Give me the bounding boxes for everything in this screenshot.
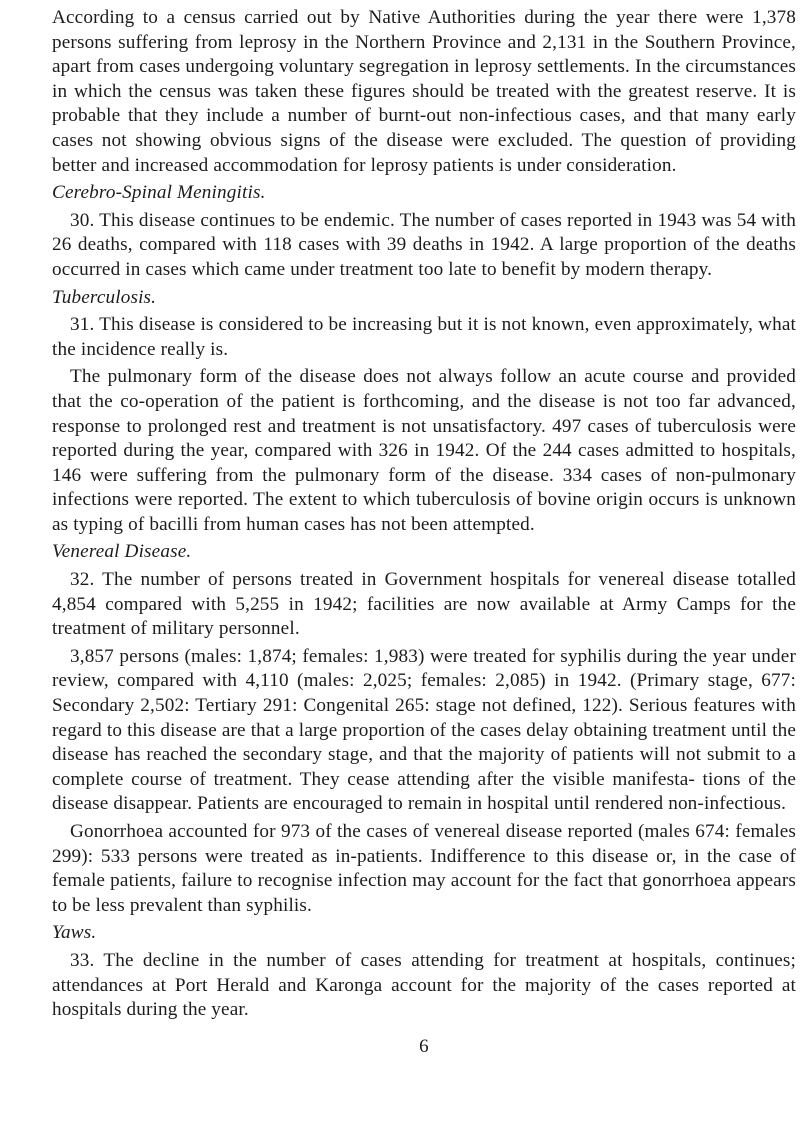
- paragraph-30: 30. This disease continues to be endemic. The number of cases reported in 1943 was 54 with 26 deaths, compared with 118 cases with 39 deaths in 1942. A large proportion of the deaths occurred in cases which came under treatment too late to benefit by modern therapy.: [52, 209, 796, 280]
- document-page: [52, 6, 796, 1057]
- leprosy-census-paragraph: According to a census carried out by Native Authorities during the year there were 1,378 persons suffering from leprosy in the Northern Province and 2,131 in the Southern Province, apart from cases undergoing voluntary segregation in leprosy settlements. In the circumstances in which the census was taken these figures should be treated with the greatest reserve. It is probable that they include a number of burnt-out non-infectious cases, and that many early cases not showing obvious signs of the disease were excluded. The question of providing better and increased accommodation for leprosy patients is under consideration.: [52, 7, 796, 176]
- section-heading-venereal-disease: Venereal Disease.: [52, 541, 192, 563]
- section-heading-yaws: Yaws.: [52, 922, 97, 944]
- paragraph-31: 31. This disease is considered to be increasing but it is not known, even approximately, what the incidence really is.: [52, 314, 796, 360]
- gonorrhoea-paragraph: Gonorrhoea accounted for 973 of the cases of venereal disease reported (males 674: females 299): 533 persons were treated as in-patients. Indifference to this disease or, in the case of female patients, failure to recognise infection may account for the fact that gonorrhoea appears to be less prevalent than syphilis.: [52, 821, 796, 916]
- paragraph-33: 33. The decline in the number of cases attending for treatment at hospitals, continues; attendances at Port Herald and Karonga account for the majority of the cases reported at hospitals during the year.: [52, 949, 796, 1021]
- section-heading-tuberculosis: Tuberculosis.: [52, 286, 157, 308]
- syphilis-paragraph: 3,857 persons (males: 1,874; females: 1,983) were treated for syphilis during the year under review, compared with 4,110 (males: 2,025; females: 2,085) in 1942. (Primary stage, 677: Secondary 2,502: Tertiary 291: Congenital 265: stage not defined, 122). Serious features with regard to this disease are that a large proportion of the cases delay obtaining treatment until the disease has reached the secondary stage, and that the majority of patients will not submit to a complete course of treatment. They cease attending after the visible manifesta- tions of the disease disappear. Patients are encouraged to remain in hospital until rendered non-infectious.: [52, 645, 796, 815]
- paragraph-32: 32. The number of persons treated in Government hospitals for venereal disease totalled 4,854 compared with 5,255 in 1942; facilities are now available at Army Camps for the treatment of military personnel.: [52, 569, 796, 640]
- section-heading-cerebro-spinal-meningitis: Cerebro-Spinal Meningitis.: [52, 182, 266, 204]
- tuberculosis-pulmonary-paragraph: The pulmonary form of the disease does not always follow an acute course and provided that the co-operation of the patient is forthcoming, and the disease is not too far advanced, response to prolonged rest and treatment is not unsatisfactory. 497 cases of tuberculosis were reported during the year, compared with 326 in 1942. Of the 244 cases admitted to hospitals, 146 were suffering from the pulmonary form of the disease. 334 cases of non-pulmonary infections were reported. The extent to which tuberculosis of bovine origin occurs is unknown as typing of bacilli from human cases has not been attempted.: [52, 366, 796, 535]
- page-number: 6: [419, 1036, 429, 1057]
